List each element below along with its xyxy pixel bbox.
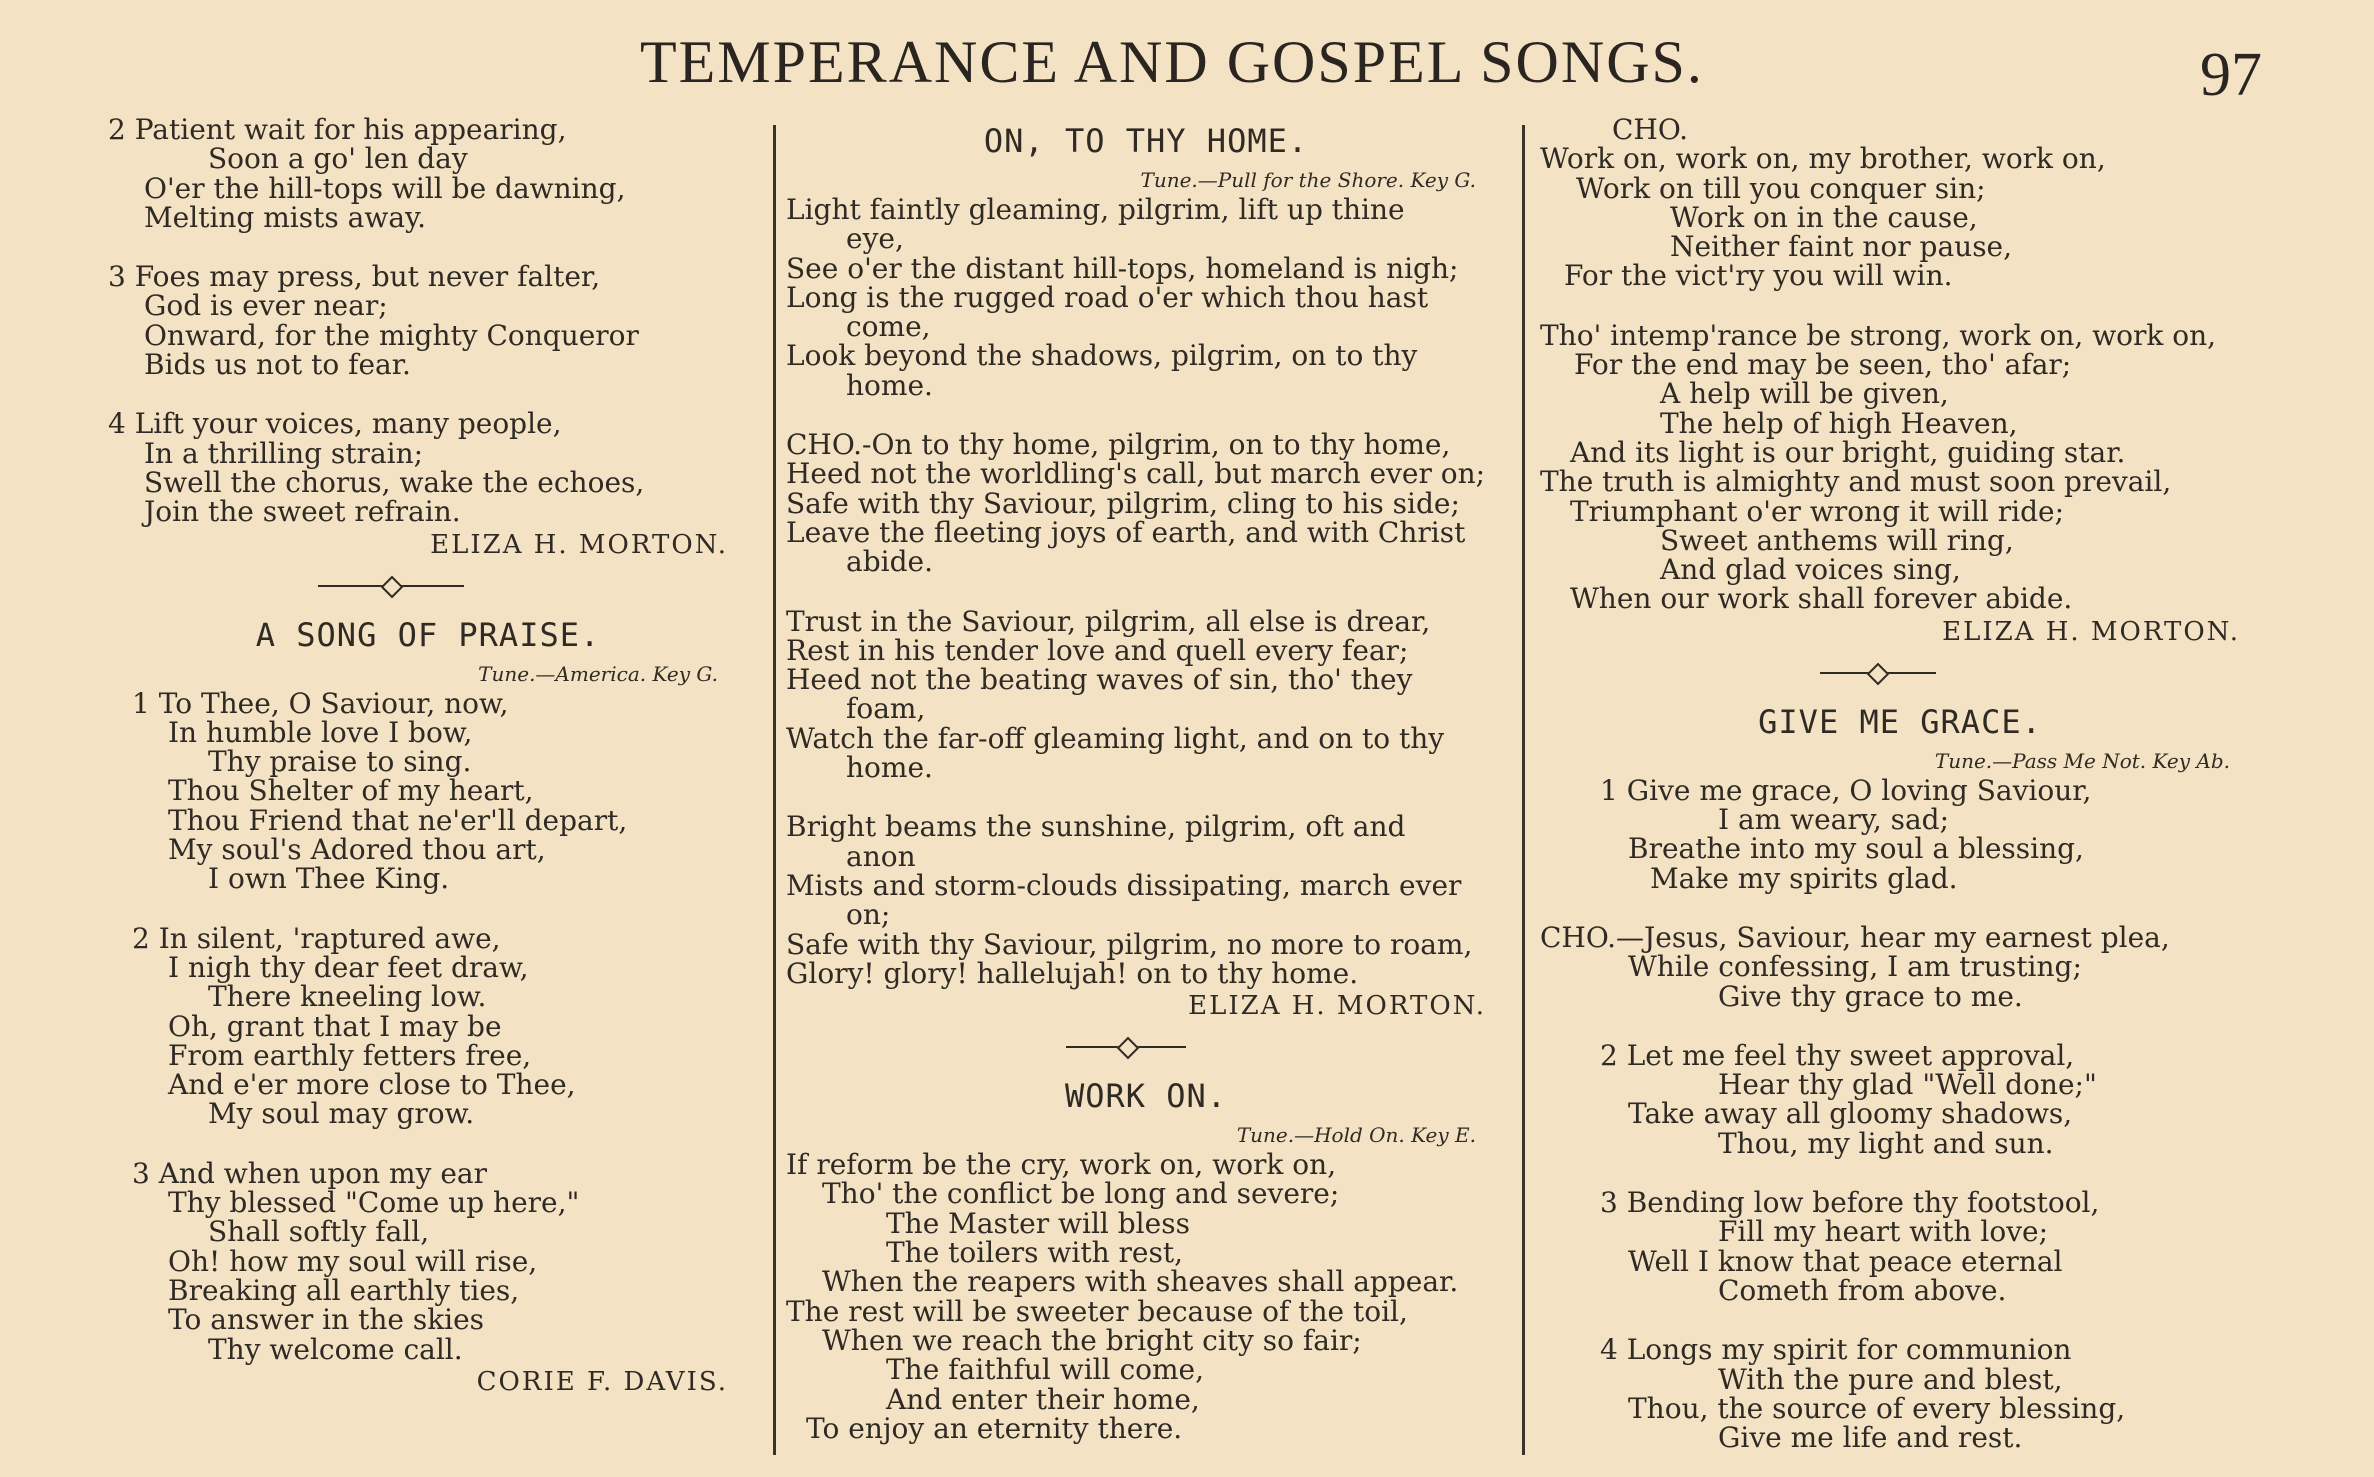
tune-line: Tune.—Pass Me Not. Key Ab. [1934, 748, 2230, 773]
verse-line: 3 And when upon my ear [132, 1156, 487, 1190]
verse-line: Watch the far-off gleaming light, and on to thy [786, 721, 1445, 755]
verse-line: To answer in the skies [168, 1303, 485, 1337]
verse-line: Hear thy glad "Well done;" [1718, 1068, 2097, 1102]
song-stanza [786, 195, 1506, 400]
verse-line: Long is the rugged road o'er which thou hast [786, 280, 1429, 314]
section-divider [786, 1024, 1506, 1070]
column-right [1540, 115, 2260, 1477]
verse-line: Thy welcome call. [208, 1332, 463, 1366]
verse-line: Tho' intemp'rance be strong, work on, work on, [1540, 318, 2217, 352]
verse-line: I nigh thy dear feet draw, [168, 950, 529, 984]
verse-line: Light faintly gleaming, pilgrim, lift up thine [786, 193, 1405, 226]
verse-line: foam, [846, 692, 926, 726]
author-credit: CORIE F. DAVIS. [476, 1366, 728, 1397]
verse-line: 2 Let me feel thy sweet approval, [1600, 1038, 2075, 1072]
verse-line: And enter their home, [886, 1382, 1200, 1416]
verse-line: The rest will be sweeter because of the toil, [786, 1294, 1408, 1328]
verse-line: Neither faint nor pause, [1670, 230, 2013, 264]
verse-line: The help of high Heaven, [1660, 406, 2018, 440]
song-stanza [786, 812, 1506, 988]
verse-line: Fill my heart with love; [1718, 1215, 2049, 1249]
verse-line: When our work shall forever abide. [1570, 582, 2073, 616]
verse-line: Oh, grant that I may be [168, 1009, 502, 1043]
verse-line: For the vict'ry you will win. [1564, 259, 1953, 293]
tune-line: Tune.—Pull for the Shore. Key G. [1140, 168, 1476, 192]
verse-line: 2 Patient wait for his appearing, [108, 115, 567, 146]
verse-line: In humble love I bow, [168, 715, 473, 749]
verse-line: Well I know that peace eternal [1628, 1244, 2063, 1278]
verse-line: Give me life and rest. [1718, 1421, 2023, 1455]
verse-line: Look beyond the shadows, pilgrim, on to thy [786, 339, 1418, 373]
verse-line: In a thrilling strain; [144, 436, 424, 470]
verse-line: Make my spirits glad. [1650, 861, 1958, 895]
intro-verse [108, 407, 748, 529]
tune-line: Tune.—America. Key G. [478, 661, 718, 686]
verse-line: 3 Foes may press, but never falter, [108, 260, 601, 294]
verse-line: Work on in the cause, [1670, 200, 1978, 234]
song-title: A SONG OF PRAISE. [255, 615, 601, 654]
verse-line: Heed not the beating waves of sin, tho' they [786, 663, 1413, 697]
page-number: 97 [2200, 41, 2262, 109]
song-verse [1540, 1333, 2260, 1455]
column-rule-left [773, 125, 776, 1455]
verse-line: 1 To Thee, O Saviour, now, [132, 686, 509, 720]
verse-line: Heed not the worldling's call, but march ever on; [786, 457, 1486, 491]
song-verse [108, 1156, 748, 1366]
verse-line: 3 Bending low before thy footstool, [1600, 1186, 2100, 1220]
verse-line: Soon a go' len day [208, 142, 468, 176]
author-credit: ELIZA H. MORTON. [1188, 991, 1486, 1022]
verse-line: There kneeling low. [208, 980, 487, 1014]
song-stanza [1540, 318, 2260, 616]
verse-line: Safe with thy Saviour, pilgrim, no more to roam, [786, 927, 1473, 961]
verse-line: Bright beams the sunshine, pilgrim, oft and [786, 810, 1406, 844]
verse-line: Rest in his tender love and quell every fear; [786, 633, 1409, 667]
section-divider [108, 563, 748, 609]
verse-line: My soul's Adored thou art, [168, 833, 546, 867]
chorus [1540, 142, 2260, 293]
verse-line: Thy blessed "Come up here," [168, 1186, 580, 1220]
song-verse [108, 921, 748, 1131]
verse-line: eye, [846, 222, 904, 256]
song-title: WORK ON. [1064, 1077, 1228, 1116]
song-verse [1540, 1038, 2260, 1160]
tune-line: Tune.—Hold On. Key E. [1236, 1123, 1476, 1148]
song-title: GIVE ME GRACE. [1758, 702, 2042, 741]
verse-line: God is ever near; [144, 289, 388, 323]
verse-line: CHO.—Jesus, Saviour, hear my earnest plea, [1540, 920, 2170, 954]
song-verse [1540, 773, 2260, 895]
verse-line: When we reach the bright city so fair; [822, 1323, 1362, 1357]
verse-line: To enjoy an eternity there. [806, 1411, 1183, 1445]
verse-line: Bids us not to fear. [144, 348, 411, 382]
verse-line: home. [846, 751, 933, 785]
verse-line: Glory! glory! hallelujah! on to thy home. [786, 956, 1359, 990]
verse-line: And glad voices sing, [1660, 553, 1961, 587]
verse-line: When the reapers with sheaves shall appear. [822, 1265, 1459, 1299]
verse-line: While confessing, I am trusting; [1628, 950, 2082, 984]
verse-line: See o'er the distant hill-tops, homeland is nigh; [786, 251, 1459, 285]
verse-line: CHO.-On to thy home, pilgrim, on to thy home, [786, 428, 1451, 462]
verse-line: Oh! how my soul will rise, [168, 1244, 538, 1278]
column-middle [786, 115, 1506, 1477]
intro-verse [108, 260, 748, 382]
verse-line: A help will be given, [1660, 377, 1949, 411]
verse-line: O'er the hill-tops will be dawning, [144, 171, 626, 205]
verse-line: And its light is our bright, guiding star. [1570, 435, 2126, 469]
verse-line: I own Thee King. [208, 862, 450, 896]
song-stanza [786, 604, 1506, 785]
verse-line: Cometh from above. [1718, 1273, 2007, 1307]
verse-line: The faithful will come, [886, 1353, 1205, 1387]
verse-line: Swell the chorus, wake the echoes, [144, 465, 645, 499]
verse-line: Sweet anthems will ring, [1660, 523, 2014, 557]
intro-verse [108, 115, 748, 232]
verse-line: Mists and storm-clouds dissipating, march ever [786, 868, 1462, 902]
section-divider [1540, 650, 2260, 696]
verse-line: 2 In silent, 'raptured awe, [132, 921, 501, 955]
verse-line: The truth is almighty and must soon prevail, [1540, 465, 2172, 499]
verse-line: Breathe into my soul a blessing, [1628, 832, 2084, 866]
column-rule-right [1522, 125, 1525, 1455]
verse-line: With the pure and blest, [1718, 1362, 2063, 1396]
verse-line: Work on till you conquer sin; [1576, 171, 1986, 205]
verse-line: abide. [846, 545, 933, 579]
verse-line: Leave the fleeting joys of earth, and with Christ [786, 515, 1466, 549]
verse-line: Breaking all earthly ties, [168, 1273, 520, 1307]
song-verse [1540, 1188, 2260, 1305]
chorus [786, 428, 1506, 579]
verse-line: The toilers with rest, [886, 1236, 1184, 1270]
author-credit: ELIZA H. MORTON. [1942, 616, 2240, 647]
verse-line: Take away all gloomy shadows, [1628, 1097, 2073, 1131]
verse-line: Thy praise to sing. [208, 745, 472, 779]
chorus [1540, 920, 2260, 1013]
song-title: ON, TO THY HOME. [983, 122, 1309, 160]
verse-line: Triumphant o'er wrong it will ride; [1570, 494, 2065, 528]
verse-line: Thou, my light and sun. [1718, 1126, 2054, 1160]
verse-line: on; [846, 898, 891, 932]
song-stanza [786, 1150, 1506, 1443]
verse-line: For the end may be seen, tho' afar; [1574, 348, 2072, 382]
verse-line: Tho' the conflict be long and severe; [822, 1177, 1340, 1211]
verse-line: come, [846, 310, 931, 344]
verse-line: 4 Lift your voices, many people, [108, 407, 562, 441]
verse-line: Onward, for the mighty Conqueror [144, 318, 639, 352]
verse-line: The Master will bless [886, 1206, 1190, 1240]
verse-line: And e'er more close to Thee, [168, 1068, 576, 1102]
verse-line: 1 Give me grace, O loving Saviour, [1600, 773, 2092, 807]
verse-line: Safe with thy Saviour, pilgrim, cling to his side; [786, 486, 1460, 520]
verse-line: anon [846, 839, 916, 873]
verse-line: Trust in the Saviour, pilgrim, all else is drear, [786, 604, 1431, 638]
verse-line: My soul may grow. [208, 1097, 475, 1131]
verse-line: Join the sweet refrain. [144, 495, 461, 529]
verse-line: Thou Shelter of my heart, [168, 774, 534, 808]
verse-line: 4 Longs my spirit for communion [1600, 1333, 2072, 1367]
verse-line: From earthly fetters free, [168, 1038, 532, 1072]
verse-line: Shall softly fall, [208, 1215, 430, 1249]
author-credit: ELIZA H. MORTON. [430, 529, 728, 560]
chorus-label: CHO. [1612, 115, 1689, 146]
column-left [108, 115, 748, 1477]
verse-line: Work on, work on, my brother, work on, [1540, 142, 2106, 176]
verse-line: Give thy grace to me. [1718, 979, 2023, 1013]
verse-line: Thou, the source of every blessing, [1628, 1391, 2126, 1425]
verse-line: home. [846, 368, 933, 402]
page-header [0, 20, 2374, 120]
verse-line: Thou Friend that ne'er'll depart, [168, 803, 628, 837]
verse-line: If reform be the cry, work on, work on, [786, 1148, 1337, 1182]
verse-line: Melting mists away. [144, 200, 427, 234]
verse-line: I am weary, sad; [1718, 803, 1950, 837]
song-verse [108, 686, 748, 896]
running-title: TEMPERANCE AND GOSPEL SONGS. [640, 29, 1704, 95]
